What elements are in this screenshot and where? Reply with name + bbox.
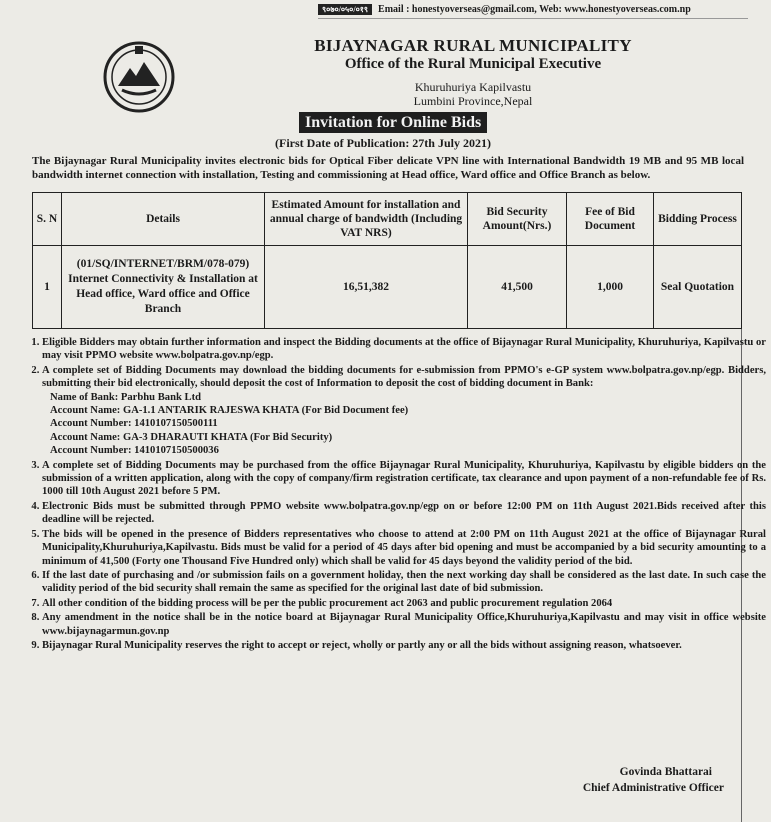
term-5: 5. The bids will be opened in the presence of Bidders representatives who choose to attend at 2:00 PM on 11th August 2021 at the office of Bijaynagar Rural Municipality,Khuruhuriya,Kapilvastu. Bids must be valid for a period of 45 days after bid opening and must be accompanied by a bid security amounting to a minimum of 41,500 (Forty one Thousand Five Hundred only) which shall be valid for 45 days beyond the validity period of the bid.: [42, 528, 766, 568]
bank-name: Name of Bank: Parbhu Bank Ltd: [50, 391, 201, 403]
col-sn: S. N: [33, 193, 62, 246]
term-6: 6. If the last date of purchasing and /or submission fails on a government holiday, then the next working day shall be considered as the last date. In such case the validity period of the bid security shall remain the same as specified for the original last date of bid submission.: [42, 569, 766, 596]
term-2-text: A complete set of Bidding Documents may download the bidding documents for e-submission from PPMO's e-GP system www.bolpatra.gov.np/egp. Bidders, submitting their bid electronically, should deposit the cost of Information to deposit the cost of bidding document in Bank:: [42, 364, 766, 390]
table-header-row: [33, 193, 742, 246]
term-4: 4. Electronic Bids must be submitted through PPMO website www.bolpatra.gov.np/egp on or before 12:00 PM on 11th August 2021.Bids received after this deadline will be rejected.: [42, 500, 766, 527]
phone-number: ९०७०/०५०/०१९: [318, 4, 372, 15]
term-3: 3. A complete set of Bidding Documents may be purchased from the office Bijaynagar Rural Municipality, Khuruhuriya, Kapilvastu by eligible bidders on the submission of a written application, along with the copy of company/firm registration certificate, tax clearance and upon payment of a non-refundable fee of Rs. 1000 till 10th August 2021 before 5 PM.: [42, 459, 766, 499]
col-process: Bidding Process: [654, 193, 742, 246]
account-2-name: Account Name: GA-3 DHARAUTI KHATA (For Bid Security): [50, 431, 333, 443]
address-line-2: Lumbini Province,Nepal: [413, 94, 533, 108]
cell-sn: 1: [33, 246, 62, 329]
cell-fee: 1,000: [567, 246, 654, 329]
term-7: 7. All other condition of the bidding process will be per the public procurement act 2063 and public procurement regulation 2064: [42, 597, 766, 610]
col-security: Bid Security Amount(Nrs.): [468, 193, 567, 246]
col-details: Details: [62, 193, 265, 246]
col-fee: Fee of Bid Document: [567, 193, 654, 246]
account-2-number: Account Number: 1410107150500036: [50, 445, 219, 457]
contact-info: Email : honestyoverseas@gmail.com, Web: www.honestyoverseas.com.np: [378, 3, 691, 15]
header-contact-strip: [318, 0, 748, 19]
cell-security: 41,500: [468, 246, 567, 329]
cell-estimate: 16,51,382: [265, 246, 468, 329]
signatory-name: Govinda Bhattarai: [619, 766, 712, 778]
term-8: 8. Any amendment in the notice shall be in the notice board at Bijaynagar Rural Municipality Office,Khuruhuriya,Kapilvastu and may visit in office website www.bijaynagarmun.gov.np: [42, 611, 766, 638]
office-name: Office of the Rural Municipal Executive: [344, 56, 602, 72]
terms-list: [18, 336, 766, 653]
account-1-number: Account Number: 1410107150500111: [50, 418, 218, 430]
term-2: [42, 364, 766, 458]
address-line-1: Khuruhuriya Kapilvastu: [414, 80, 532, 94]
intro-paragraph: The Bijaynagar Rural Municipality invites electronic bids for Optical Fiber delicate VPN line with International Bandwidth 19 MB and 95 MB local bandwidth internet connection with installation, Testing and commissioning at Head office, Ward office and Office Branch as below.: [32, 155, 744, 181]
publication-date: (First Date of Publication: 27th July 2021): [275, 136, 491, 150]
cell-details: (01/SQ/INTERNET/BRM/078-079) Internet Connectivity & Installation at Head office, Ward office and Office Branch: [62, 246, 265, 329]
signatory-title: Chief Administrative Officer: [582, 782, 724, 794]
notice-page: [14, 22, 766, 804]
notice-title: Invitation for Online Bids: [299, 112, 487, 133]
bid-table: [32, 192, 742, 329]
cell-process: Seal Quotation: [654, 246, 742, 329]
table-row: [33, 246, 742, 329]
col-estimate: Estimated Amount for installation and annual charge of bandwidth (Including VAT NRS): [265, 193, 468, 246]
account-1-name: Account Name: GA-1.1 ANTARIK RAJESWA KHATA (For Bid Document fee): [50, 405, 409, 417]
term-1: 1. Eligible Bidders may obtain further information and inspect the Bidding documents at the office of Bijaynagar Rural Municipality, Khuruhuriya, Kapilvastu or may visit PPMO website www.bolpatra.gov.np/egp.: [42, 336, 766, 363]
org-name: BIJAYNAGAR RURAL MUNICIPALITY: [314, 36, 632, 55]
term-9: 9. Bijaynagar Rural Municipality reserves the right to accept or reject, wholly or partly any or all the bids without assigning reason, whatsoever.: [42, 639, 766, 652]
